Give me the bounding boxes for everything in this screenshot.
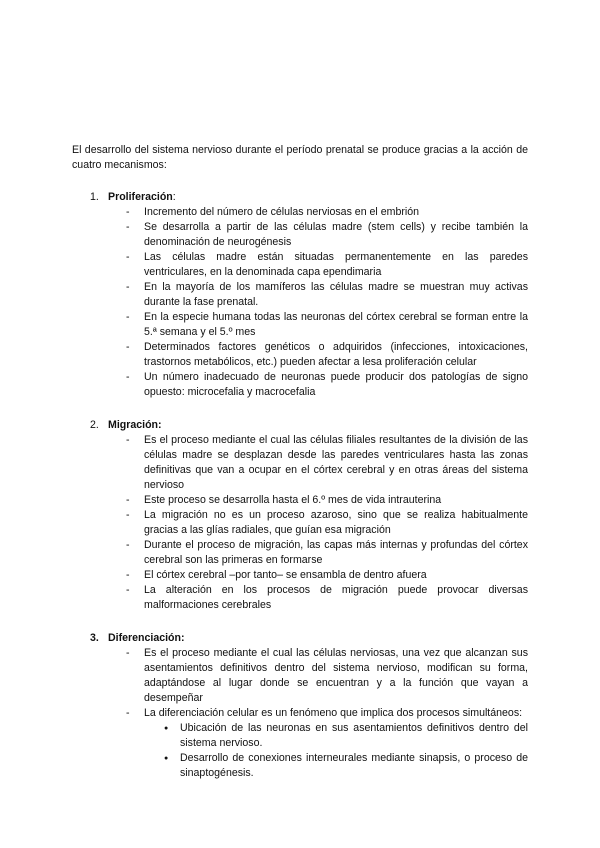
section-number: 1.: [90, 191, 99, 203]
section-proliferacion: [72, 190, 528, 400]
list-item: - Incremento del número de células nerviosas en el embrión: [72, 205, 528, 220]
section-heading: [72, 631, 528, 646]
list-item: - Determinados factores genéticos o adquiridos (infecciones, intoxicaciones, trastornos metabólicos, etc.) pueden afectar a lesa proliferación celular: [72, 340, 528, 370]
section-title: Migración:: [108, 419, 162, 431]
sub-list-item: ● Ubicación de las neuronas en sus asentamientos definitivos dentro del sistema nervioso.: [144, 721, 528, 751]
section-diferenciacion: [72, 631, 528, 781]
bullet-list: [72, 205, 528, 400]
document-body: [72, 143, 528, 781]
section-number: 2.: [90, 419, 99, 431]
list-item: - El córtex cerebral –por tanto– se ensambla de dentro afuera: [72, 568, 528, 583]
section-heading: [72, 418, 528, 433]
list-item: - Un número inadecuado de neuronas puede producir dos patologías de signo opuesto: microcefalia y macrocefalia: [72, 370, 528, 400]
list-item: - Este proceso se desarrolla hasta el 6.º mes de vida intrauterina: [72, 493, 528, 508]
list-item: - La alteración en los procesos de migración puede provocar diversas malformaciones cerebrales: [72, 583, 528, 613]
bullet-list: [72, 433, 528, 613]
intro-paragraph: El desarrollo del sistema nervioso durante el período prenatal se produce gracias a la acción de cuatro mecanismos:: [72, 144, 528, 171]
list-item: [72, 706, 528, 781]
section-migracion: [72, 418, 528, 613]
list-item: - Es el proceso mediante el cual las células filiales resultantes de la división de las células madre se desplazan desde las paredes ventriculares hasta las zonas definitivas que van a ocupar en el córtex cerebral y en otras áreas del sistema nervioso: [72, 433, 528, 493]
sub-bullet-list: [144, 721, 528, 781]
list-item: - En la mayoría de los mamíferos las células madre se muestran muy activas durante la fase prenatal.: [72, 280, 528, 310]
section-title: Proliferación: [108, 191, 173, 203]
section-title-suffix: :: [172, 191, 176, 203]
bullet-list: [72, 646, 528, 781]
list-item: - Es el proceso mediante el cual las células nerviosas, una vez que alcanzan sus asentamientos definitivos dentro del sistema nervioso, modifican su forma, adaptándose al lugar donde se encuentran y a la función que vayan a desempeñar: [72, 646, 528, 706]
list-item: - La migración no es un proceso azaroso, sino que se realiza habitualmente gracias a las glías radiales, que guían esa migración: [72, 508, 528, 538]
section-heading: [72, 190, 528, 205]
list-item: - En la especie humana todas las neuronas del córtex cerebral se forman entre la 5.ª semana y el 5.º mes: [72, 310, 528, 340]
section-number: 3.: [90, 632, 99, 644]
list-item-text: La diferenciación celular es un fenómeno que implica dos procesos simultáneos:: [144, 707, 523, 719]
section-title: Diferenciación:: [108, 632, 185, 644]
list-item: - Durante el proceso de migración, las capas más internas y profundas del córtex cerebral son las primeras en formarse: [72, 538, 528, 568]
sub-list-item: ● Desarrollo de conexiones interneurales mediante sinapsis, o proceso de sinaptogénesis.: [144, 751, 528, 781]
list-item: - Las células madre están situadas permanentemente en las paredes ventriculares, en la denominada capa ependimaria: [72, 250, 528, 280]
list-item: - Se desarrolla a partir de las células madre (stem cells) y recibe también la denominación de neurogénesis: [72, 220, 528, 250]
